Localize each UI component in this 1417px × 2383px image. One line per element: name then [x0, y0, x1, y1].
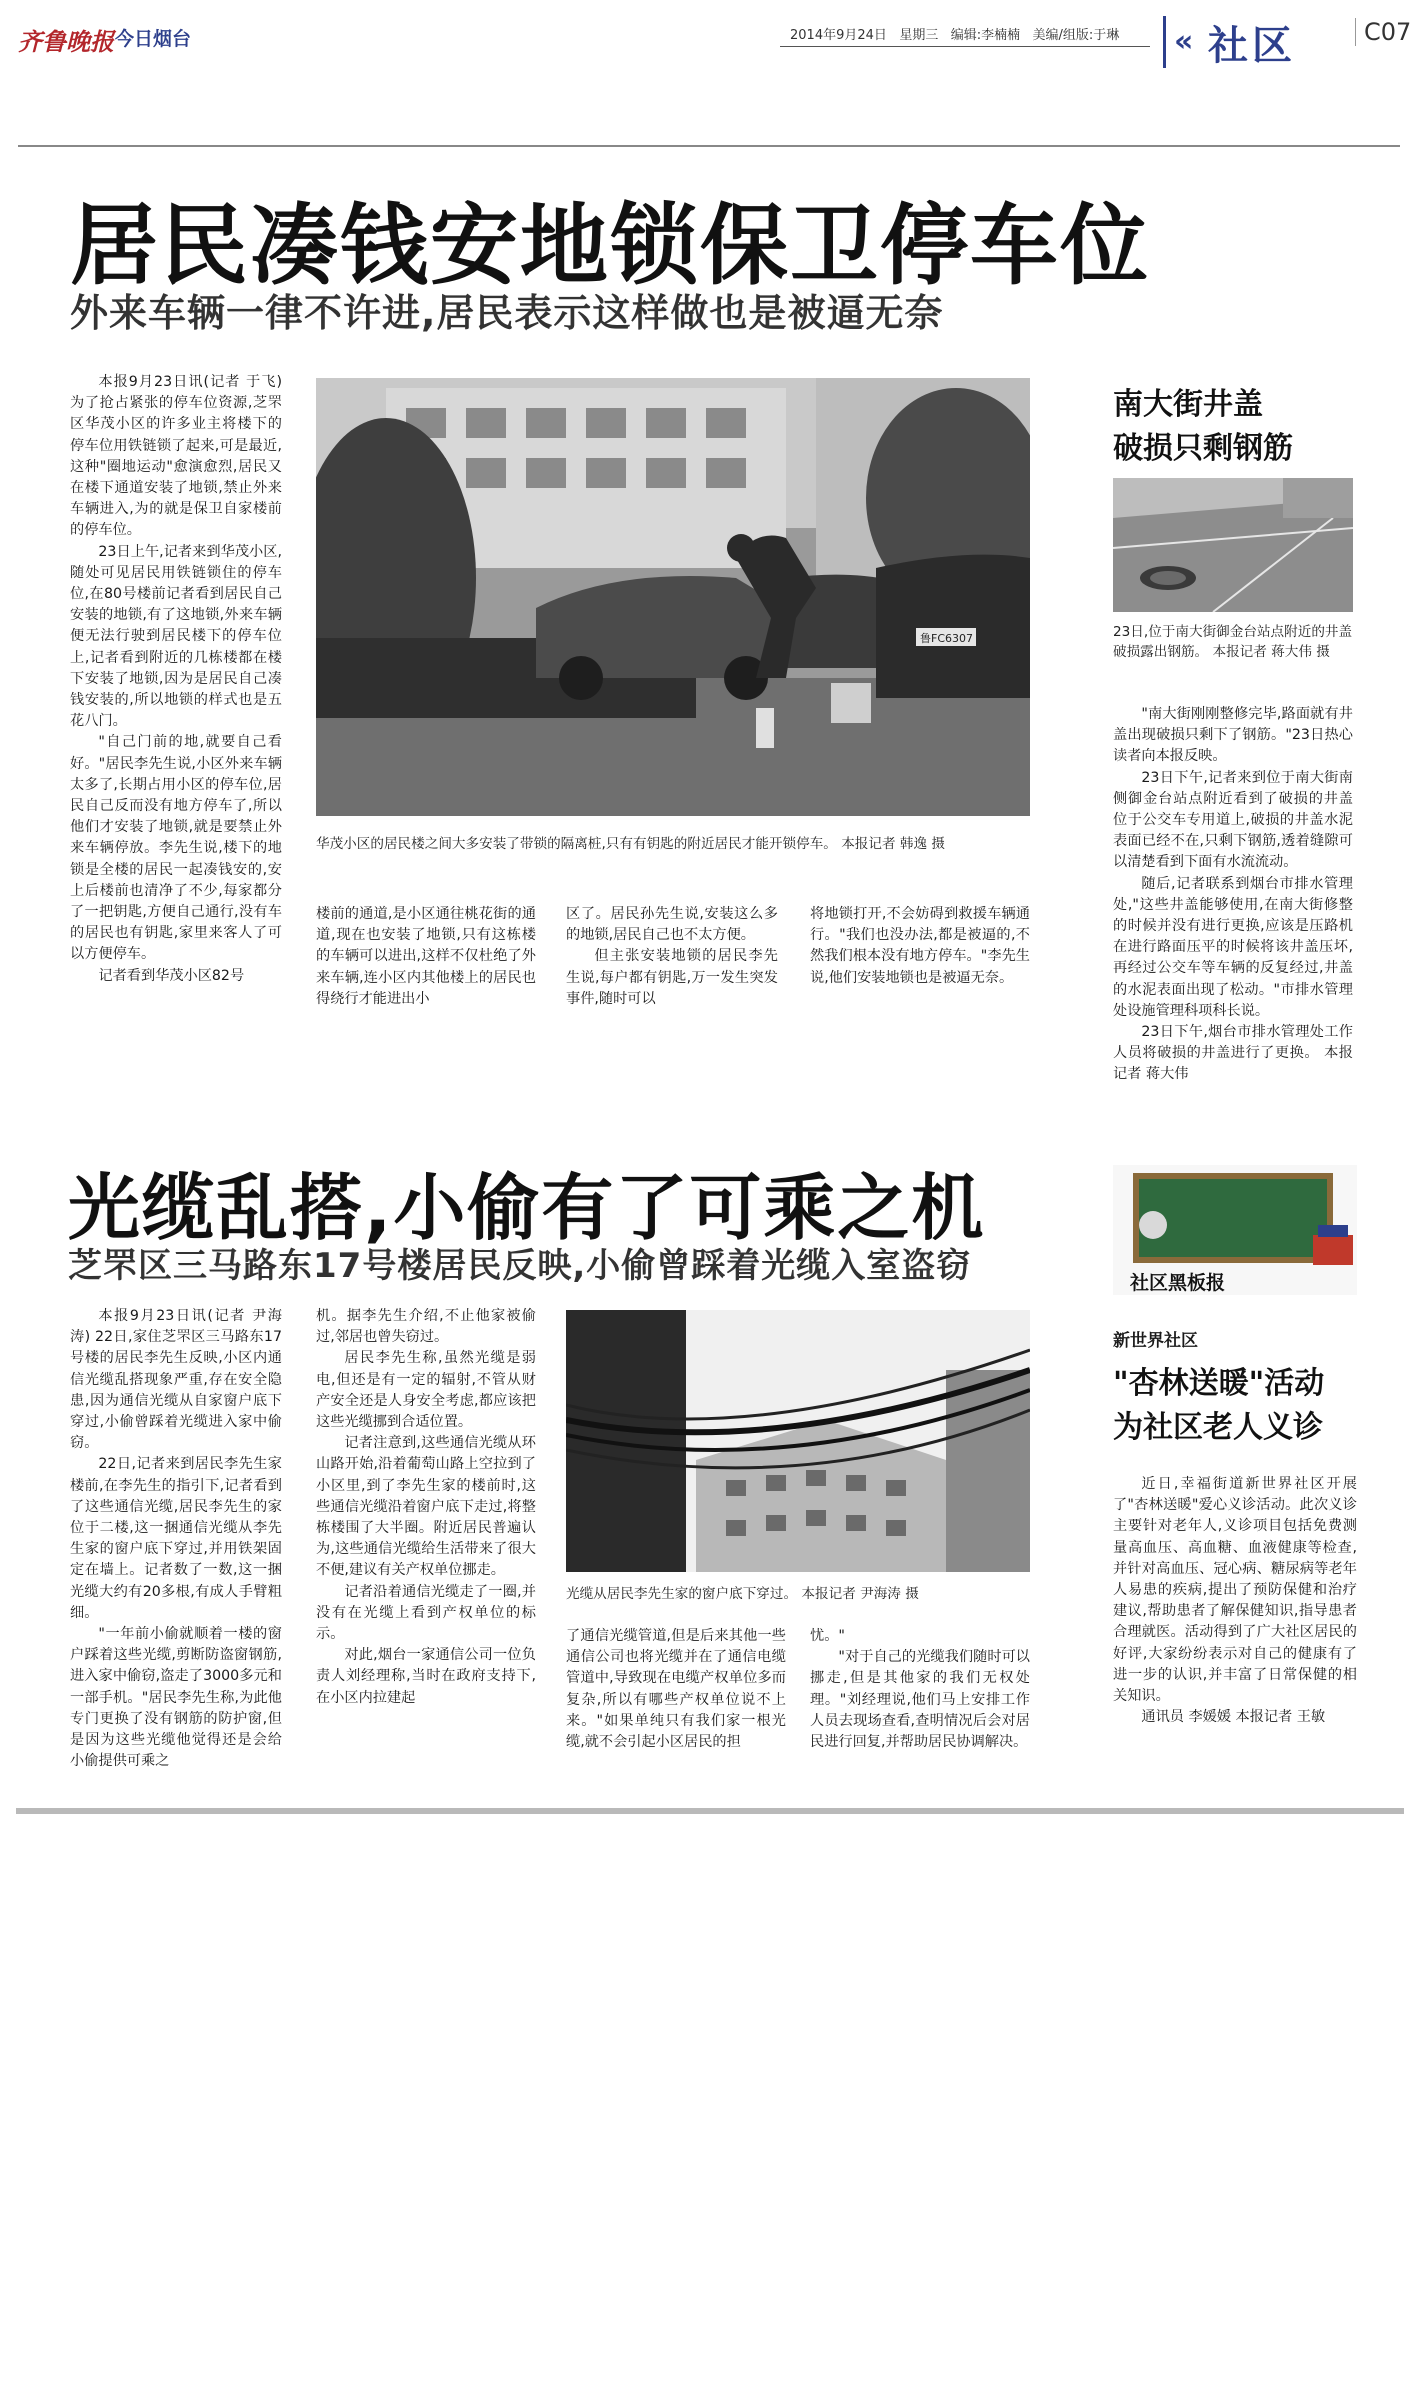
sidebar2-headline	[1113, 1362, 1324, 1450]
story2-para: "一年前小偷就顺着一楼的窗户踩着这些光缆,剪断防盗窗钢筋,进入家中偷窃,盗走了3000多元和一部手机。"居民李先生称,为此他专门更换了没有钢筋的防护窗,但是因为这些光缆他觉得还是会给小偷提供可乘之	[70, 1626, 282, 1770]
sidebar2-para: 近日,幸福街道新世界社区开展了"杏林送暖"爱心义诊活动。此次义诊主要针对老年人,义诊项目包括免费测量高血压、高血糖、血液健康等检查,并针对高血压、冠心病、糖尿病等老年人易患的疾病,提出了预防保健和治疗建议,帮助患者了解保健知识,指导患者合理就医。活动得到了广大社区居民的好评,大家纷纷表示对自己的健康有了进一步的认识,并丰富了日常保健的相关知识。	[1113, 1476, 1357, 1705]
masthead-logo: 齐鲁晚报	[18, 27, 114, 56]
editor-credit: 编辑:李楠楠	[950, 28, 1021, 43]
story2-para: 了通信光缆管道,但是后来其他一些通信公司也将光缆并在了通信电缆管道中,导致现在电缆产权单位多而复杂,所以有哪些产权单位说不上来。"如果单纯只有我们家一根光缆,就不会引起小区居民的担	[566, 1628, 786, 1751]
sidebar1-para: 23日下午,烟台市排水管理处工作人员将破损的井盖进行了更换。 本报记者 蒋大伟	[1113, 1024, 1353, 1083]
story2-para: "对于自己的光缆我们随时可以挪走,但是其他家的我们无权处理。"刘经理说,他们马上安排工作人员去现场查看,查明情况后会对居民进行回复,并帮助居民协调解决。	[810, 1649, 1030, 1751]
story2-para: 对此,烟台一家通信公司一位负责人刘经理称,当时在政府支持下,在小区内拉建起	[316, 1647, 536, 1706]
section-name: 社区	[1208, 22, 1296, 69]
story1-column-4	[810, 904, 1030, 1074]
story2-para: 22日,记者来到居民李先生家楼前,在李先生的指引下,记者看到了这些通信光缆,居民李先生的家位于二楼,这一捆通信光缆从李先生家的窗户底下穿过,并用铁架固定在墙上。记者数了一数,这一捆光缆大约有20多根,有成人手臂粗细。	[70, 1456, 282, 1621]
sidebar2-byline: 通讯员 李媛媛 本报记者 王敏	[1141, 1709, 1326, 1726]
page-bottom-rule	[16, 1808, 1404, 1814]
section-tag	[1163, 16, 1359, 68]
story1-column-3	[566, 904, 778, 1074]
header-meta	[790, 24, 1119, 43]
story1-headline: 居民凑钱安地锁保卫停车位	[70, 194, 1151, 297]
story2-headline: 光缆乱搭,小偷有了可乘之机	[68, 1166, 986, 1250]
story2-column-4	[810, 1626, 1030, 1776]
issue-date: 2014年9月24日	[790, 28, 887, 43]
cable-photo	[566, 1310, 1030, 1572]
sidebar1-headline	[1113, 383, 1293, 471]
story2-para: 记者注意到,这些通信光缆从环山路开始,沿着葡萄山路上空拉到了小区里,到了李先生家的楼前时,这些通信光缆沿着窗户底下走过,将整栋楼围了大半圈。附近居民普遍认为,这些通信光缆给生活带来了很大不便,建议有关产权单位挪走。	[316, 1435, 536, 1579]
story2-para: 记者沿着通信光缆走了一圈,并没有在光缆上看到产权单位的标示。	[316, 1583, 536, 1643]
sidebar2-community: 新世界社区	[1113, 1331, 1198, 1351]
story2-photo	[566, 1310, 1030, 1572]
story1-para: 但主张安装地锁的居民李先生说,每户都有钥匙,万一发生突发事件,随时可以	[566, 948, 778, 1007]
story1-photo	[316, 378, 1030, 816]
manhole-photo	[1113, 478, 1353, 612]
story1-para: 23日上午,记者来到华茂小区,随处可见居民用铁链锁住的停车位,在80号楼前记者看到居民自己安装的地锁,有了这地锁,外来车辆便无法行驶到居民楼下的停车位上,记者看到附近的几栋楼都在楼下安装了地锁,因为是居民自己凑钱安装的,所以地锁的样式也是五花八门。	[70, 543, 282, 730]
story1-para: 楼前的通道,是小区通往桃花街的通道,现在也安装了地锁,只有这栋楼的车辆可以进出,这样不仅杜绝了外来车辆,连小区内其他楼上的居民也得绕行才能进出小	[316, 906, 536, 1007]
license-plate: 鲁FC6307	[920, 632, 974, 645]
sidebar2-headline-line2: 为社区老人义诊	[1113, 1410, 1323, 1445]
designer-credit: 美编/组版:于琳	[1032, 28, 1120, 43]
sidebar2-headline-line1: "杏林送暖"活动	[1113, 1366, 1325, 1401]
header-rule	[780, 46, 1150, 47]
sidebar1-para: 23日下午,记者来到位于南大街南侧御金台站点附近看到了破损的井盖位于公交车专用道上,破损的井盖水泥表面已经不在,只剩下钢筋,透着缝隙可以清楚看到下面有水流流动。	[1113, 769, 1353, 871]
sidebar1-photo	[1113, 478, 1353, 612]
sidebar1-headline-line2: 破损只剩钢筋	[1113, 431, 1293, 466]
story1-column-2	[316, 904, 536, 1074]
story1-para: 记者看到华茂小区82号	[98, 967, 245, 984]
header-divider	[18, 145, 1400, 147]
parking-lock-photo	[316, 378, 1030, 816]
story1-para: 区了。居民孙先生说,安装这么多的地锁,居民自己也不太方便。	[566, 906, 778, 944]
story2-column-3	[566, 1626, 786, 1776]
story2-photo-caption: 光缆从居民李先生家的窗户底下穿过。 本报记者 尹海涛 摄	[566, 1586, 919, 1602]
sidebar1-headline-line1: 南大街井盖	[1113, 387, 1263, 422]
story2-column-1	[70, 1306, 282, 1776]
story2-deck: 芝罘区三马路东17号楼居民反映,小偷曾踩着光缆入室盗窃	[68, 1246, 972, 1286]
sidebar2-body	[1113, 1474, 1357, 1774]
page-number: C07	[1355, 18, 1411, 46]
double-chevron-left-icon: «	[1174, 24, 1194, 59]
blackboard-label: 社区黑板报	[1130, 1272, 1226, 1294]
sidebar1-photo-caption: 23日,位于南大街御金台站点附近的井盖破损露出钢筋。 本报记者 蒋大伟 摄	[1113, 624, 1353, 660]
issue-weekday: 星期三	[899, 28, 939, 43]
story1-para: 本报9月23日讯(记者 于飞) 为了抢占紧张的停车位资源,芝罘区华茂小区的许多业主将楼下的停车位用铁链锁了起来,可是最近,这种"圈地运动"愈演愈烈,居民又在楼下通道安装了地锁,禁止外来车辆进入,为的就是保卫自家楼前的停车位。	[70, 374, 282, 539]
story2-para: 居民李先生称,虽然光缆是弱电,但还是有一定的辐射,不管从财产安全还是人身安全考虑,都应该把这些光缆挪到合适位置。	[316, 1350, 536, 1431]
edition-name: 今日烟台	[115, 28, 192, 50]
story1-deck: 外来车辆一律不许进,居民表示这样做也是被逼无奈	[70, 291, 944, 335]
sidebar1-para: "南大街刚刚整修完毕,路面就有井盖出现破损只剩下了钢筋。"23日热心读者向本报反映。	[1113, 706, 1353, 765]
story2-para: 机。据李先生介绍,不止他家被偷过,邻居也曾失窃过。	[316, 1308, 536, 1346]
story2-para: 忧。"	[810, 1628, 845, 1644]
story1-photo-caption: 华茂小区的居民楼之间大多安装了带锁的隔离桩,只有有钥匙的附近居民才能开锁停车。 本报记者 韩逸 摄	[316, 836, 945, 852]
story2-para: 本报9月23日讯(记者 尹海涛) 22日,家住芝罘区三马路东17号楼的居民李先生反映,小区内通信光缆乱搭现象严重,存在安全隐患,因为通信光缆从自家窗户底下穿过,小偷曾踩着光缆进入家中偷窃。	[70, 1308, 282, 1452]
story1-para: "自己门前的地,就要自己看好。"居民李先生说,小区外来车辆太多了,长期占用小区的停车位,居民自己反而没有地方停车了,所以他们才安装了地锁,就是要禁止外来车辆停放。李先生说,楼下的地锁是全楼的居民一起凑钱安的,安上后楼前也清净了不少,每家都分了一把钥匙,方便自己通行,没有车的居民也有钥匙,家里来客人了可以方便停车。	[70, 734, 282, 963]
story2-column-2	[316, 1306, 536, 1776]
sidebar1-para: 随后,记者联系到烟台市排水管理处,"这些井盖能够使用,在南大街修整的时候并没有进行更换,应该是压路机在进行路面压平的时候将该井盖压坏,再经过公交车等车辆的反复经过,井盖的水泥表面出现了松动。"市排水管理处设施管理科项科长说。	[1113, 875, 1353, 1019]
story1-column-1	[70, 372, 282, 1072]
sidebar1-body	[1113, 704, 1353, 1124]
story1-para: 将地锁打开,不会妨碍到救援车辆通行。"我们也没办法,都是被逼的,不然我们根本没有地方停车。"李先生说,他们安装地锁也是被逼无奈。	[810, 906, 1030, 986]
